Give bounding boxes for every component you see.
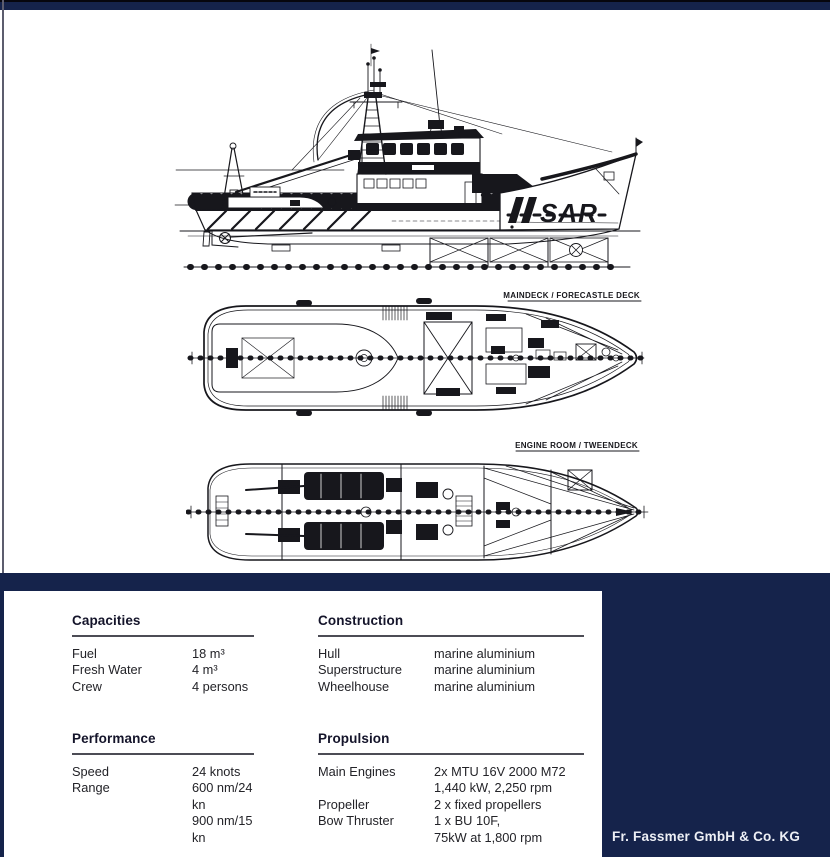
spec-row: [318, 764, 584, 780]
maindeck-plan-label: MAINDECK / FORECASTLE DECK: [503, 291, 640, 300]
spec-row: [318, 830, 584, 846]
side-profile-linework: [175, 44, 643, 267]
spec-section-propulsion: [318, 731, 584, 846]
engine-room-plan-drawing: [186, 438, 652, 574]
spec-label: Fresh Water: [72, 662, 142, 678]
section-rule: [72, 753, 254, 755]
spec-section-construction: [318, 613, 584, 695]
spec-value: marine aluminium: [434, 646, 535, 661]
engine-room-linework: [186, 451, 648, 560]
spec-value: 2x MTU 16V 2000 M72: [434, 764, 566, 779]
spec-value: 900 nm/15 kn: [192, 813, 253, 845]
spec-label: Range: [72, 780, 110, 796]
spec-label: Main Engines: [318, 764, 396, 779]
spec-card: [4, 591, 602, 857]
engine-room-plan-svg: [186, 438, 652, 574]
maindeck-linework: [188, 298, 644, 416]
section-rule: [318, 753, 584, 755]
spec-row: [318, 813, 584, 829]
section-title: Capacities: [72, 613, 141, 628]
spec-row: [72, 662, 254, 678]
spec-label: Hull: [318, 646, 341, 661]
spec-value: 24 knots: [192, 764, 241, 779]
spec-row: [72, 646, 254, 662]
spec-label: Superstructure: [318, 662, 402, 678]
section-rule: [72, 635, 254, 637]
section-title: Propulsion: [318, 731, 390, 746]
spec-value: marine aluminium: [434, 662, 535, 678]
spec-row: [318, 662, 584, 678]
spec-value: 4 persons: [192, 678, 249, 694]
section-title: Construction: [318, 613, 404, 628]
spec-section-performance: [72, 731, 254, 846]
spec-row: [72, 679, 254, 695]
engine-room-plan-label: ENGINE ROOM / TWEENDECK: [515, 441, 638, 450]
sar-hull-logo-text: SAR: [540, 198, 598, 228]
spec-row: [72, 780, 254, 813]
spec-row: [72, 813, 254, 846]
section-rule: [318, 635, 584, 637]
spec-label: Crew: [72, 678, 102, 694]
spec-row: [318, 679, 584, 695]
spec-row: [318, 646, 584, 662]
spec-label: Speed: [72, 764, 110, 779]
side-profile-drawing: [172, 26, 644, 280]
spec-label: [72, 813, 192, 846]
spec-label: [318, 780, 434, 796]
spec-value: 600 nm/24 kn: [192, 780, 253, 812]
spec-value: marine aluminium: [434, 678, 535, 694]
side-profile-svg: [172, 26, 644, 280]
spec-row: [318, 797, 584, 813]
spec-label: Fuel: [72, 646, 97, 661]
spec-label: Wheelhouse: [318, 678, 390, 694]
spec-value: 1 x BU 10F,: [434, 813, 501, 829]
spec-value: 18 m³: [192, 646, 225, 661]
company-name: Fr. Fassmer GmbH & Co. KG: [612, 829, 801, 844]
spec-label: Propeller: [318, 796, 370, 812]
maindeck-plan-svg: [186, 288, 648, 420]
spec-value: 4 m³: [192, 662, 218, 678]
spec-value: 75kW at 1,800 rpm: [434, 829, 543, 845]
spec-row: [72, 764, 254, 780]
maindeck-plan-drawing: [186, 288, 648, 420]
top-border-bar: [0, 0, 830, 10]
spec-label: Bow Thruster: [318, 813, 394, 829]
spec-value: 1,440 kW, 2,250 rpm: [434, 780, 553, 796]
spec-row: [318, 780, 584, 796]
footer-band: [0, 573, 830, 857]
spec-value: 2 x fixed propellers: [434, 796, 542, 812]
spec-label: [318, 830, 434, 846]
section-title: Performance: [72, 731, 156, 746]
spec-section-capacities: [72, 613, 254, 695]
